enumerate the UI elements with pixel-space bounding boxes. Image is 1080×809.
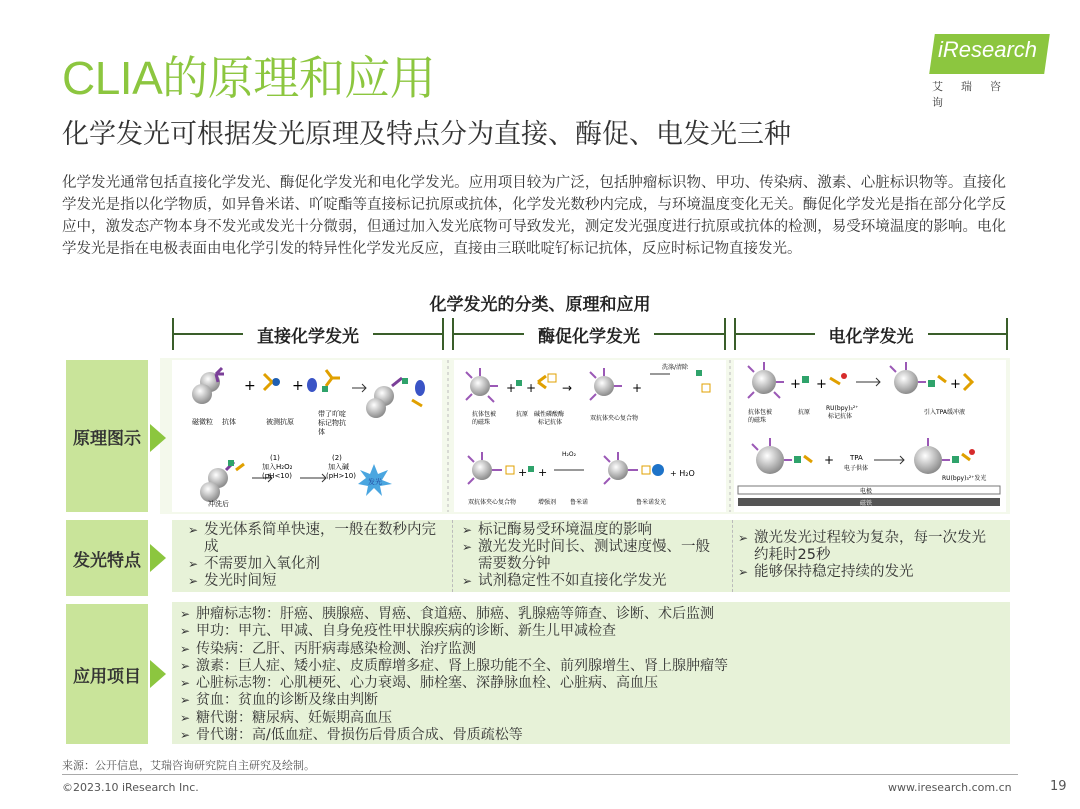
page-title: CLIA的原理和应用 bbox=[62, 52, 436, 104]
logo-brand: iResearch bbox=[938, 37, 1038, 62]
features-electro bbox=[738, 530, 1000, 581]
feature-item: ➢ 激光发光过程较为复杂，每一次发光约耗时25秒 bbox=[738, 530, 1000, 564]
row-label-features: 发光特点 bbox=[66, 520, 148, 596]
column-label-enzyme: 酶促化学发光 bbox=[538, 326, 640, 347]
application-item: ➢ 糖代谢：糖尿病、妊娠期高血压 bbox=[180, 710, 728, 727]
feature-item: ➢ 激光发光时间长、测试速度慢、一般需要数分钟 bbox=[462, 539, 720, 573]
copyright: ©2023.10 iResearch Inc. bbox=[62, 781, 199, 794]
svg-text:引入TPA缓冲液: 引入TPA缓冲液 bbox=[924, 409, 966, 416]
row-label-applications: 应用项目 bbox=[66, 604, 148, 744]
svg-text:RU(bpy)₃²⁺: RU(bpy)₃²⁺ bbox=[826, 405, 859, 412]
page-subtitle: 化学发光可根据发光原理及特点分为直接、酶促、电发光三种 bbox=[62, 119, 791, 150]
label-target-antigen: 被测抗原 bbox=[266, 418, 294, 426]
svg-text:体: 体 bbox=[318, 428, 325, 436]
svg-text:RU(bpy)₃²⁺发光: RU(bpy)₃²⁺发光 bbox=[942, 475, 987, 482]
svg-text:碱性磷酸酶: 碱性磷酸酶 bbox=[534, 411, 565, 418]
column-header-enzyme bbox=[452, 318, 726, 350]
feature-item: ➢ 能够保持稳定持续的发光 bbox=[738, 564, 1000, 581]
application-item: ➢ 贫血：贫血的诊断及缘由判断 bbox=[180, 692, 728, 709]
svg-text:标记抗体: 标记抗体 bbox=[828, 413, 853, 420]
page-number: 19 bbox=[1050, 779, 1067, 794]
column-header-direct bbox=[172, 318, 444, 350]
svg-text:+: + bbox=[538, 466, 548, 479]
row-arrow-applications bbox=[150, 660, 166, 688]
svg-text:洗涤/清除: 洗涤/清除 bbox=[662, 364, 689, 371]
svg-text:(pH>10): (pH>10) bbox=[326, 472, 356, 480]
label-antibody: 抗体 bbox=[222, 418, 236, 426]
svg-text:增强剂: 增强剂 bbox=[538, 499, 557, 506]
applications-list bbox=[180, 606, 728, 744]
application-item: ➢ 肿瘤标志物：肝癌、胰腺癌、胃癌、食道癌、肺癌、乳腺癌等筛查、诊断、术后监测 bbox=[180, 606, 728, 623]
svg-text:电极: 电极 bbox=[860, 488, 873, 495]
svg-text:+: + bbox=[506, 381, 517, 395]
separator bbox=[732, 520, 733, 592]
row-label-principle: 原理图示 bbox=[66, 360, 148, 512]
svg-text:的磁珠: 的磁珠 bbox=[472, 419, 491, 426]
svg-text:H₂O₂: H₂O₂ bbox=[562, 451, 577, 458]
label-magnetic-bead: 磁微粒 bbox=[192, 418, 213, 426]
column-header-electro bbox=[734, 318, 1008, 350]
label-glow: 发光 bbox=[368, 478, 382, 486]
svg-text:+: + bbox=[790, 377, 801, 392]
application-item: ➢ 骨代谢：高/低血症、骨损伤后骨质合成、骨质疏松等 bbox=[180, 727, 728, 744]
column-label-direct: 直接化学发光 bbox=[257, 326, 359, 347]
feature-item: ➢ 发光时间短 bbox=[188, 573, 440, 590]
application-item: ➢ 心脏标志物：心肌梗死、心力衰竭、肺栓塞、深静脉血栓、心脏病、高血压 bbox=[180, 675, 728, 692]
svg-text:加入H₂O₂: 加入H₂O₂ bbox=[262, 463, 293, 471]
column-label-electro: 电化学发光 bbox=[828, 326, 914, 347]
svg-text:鲁米诺发光: 鲁米诺发光 bbox=[636, 499, 667, 506]
row-arrow-features bbox=[150, 544, 166, 572]
svg-text:TPA: TPA bbox=[850, 454, 863, 462]
application-item: ➢ 传染病：乙肝、丙肝病毒感染检测、治疗监测 bbox=[180, 641, 728, 658]
svg-text:→: → bbox=[562, 381, 573, 395]
svg-text:+: + bbox=[292, 378, 304, 394]
website-link[interactable]: www.iresearch.com.cn bbox=[888, 781, 1012, 794]
svg-text:+: + bbox=[816, 377, 827, 392]
svg-text:双抗体夹心复合物: 双抗体夹心复合物 bbox=[468, 499, 517, 506]
svg-text:带了吖啶: 带了吖啶 bbox=[318, 410, 346, 418]
source-note: 来源：公开信息，艾瑞咨询研究院自主研究及绘制。 bbox=[62, 759, 315, 772]
svg-text:双抗体夹心复合物: 双抗体夹心复合物 bbox=[590, 415, 639, 422]
svg-text:抗原: 抗原 bbox=[798, 409, 811, 416]
application-item: ➢ 激素：巨人症、矮小症、皮质醇增多症、肾上腺功能不全、前列腺增生、肾上腺肿瘤等 bbox=[180, 658, 728, 675]
row-arrow-principle bbox=[150, 424, 166, 452]
feature-item: ➢ 标记酶易受环境温度的影响 bbox=[462, 522, 720, 539]
svg-text:磁铁: 磁铁 bbox=[860, 500, 873, 507]
svg-text:电子供体: 电子供体 bbox=[844, 465, 869, 472]
svg-text:标记抗体: 标记抗体 bbox=[538, 419, 563, 426]
feature-item: ➢ 试剂稳定性不如直接化学发光 bbox=[462, 573, 720, 590]
logo-chinese: 艾瑞咨询 bbox=[932, 80, 1019, 109]
separator bbox=[452, 520, 453, 592]
svg-text:抗体包被: 抗体包被 bbox=[748, 409, 773, 416]
footer-divider bbox=[62, 774, 1018, 775]
svg-text:抗原: 抗原 bbox=[516, 411, 529, 418]
features-direct bbox=[188, 522, 440, 590]
svg-text:抗体包被: 抗体包被 bbox=[472, 411, 497, 418]
svg-text:+: + bbox=[518, 466, 528, 479]
svg-text:标记物抗: 标记物抗 bbox=[318, 419, 346, 427]
svg-text:+: + bbox=[824, 453, 835, 467]
iresearch-logo bbox=[932, 34, 1042, 109]
svg-text:+: + bbox=[244, 378, 256, 394]
svg-text:的磁珠: 的磁珠 bbox=[748, 417, 767, 424]
principle-diagrams bbox=[172, 360, 1008, 512]
svg-text:(1): (1) bbox=[270, 454, 280, 462]
svg-text:鲁米诺: 鲁米诺 bbox=[570, 499, 589, 506]
svg-text:+ H₂O: + H₂O bbox=[670, 469, 695, 478]
feature-item: ➢ 不需要加入氧化剂 bbox=[188, 556, 440, 573]
features-enzyme bbox=[462, 522, 720, 590]
svg-text:+: + bbox=[632, 381, 643, 395]
svg-text:加入碱: 加入碱 bbox=[328, 463, 349, 471]
svg-text:(2): (2) bbox=[332, 454, 342, 462]
application-item: ➢ 甲功：甲亢、甲减、自身免疫性甲状腺疾病的诊断、新生儿甲减检查 bbox=[180, 623, 728, 640]
svg-text:+: + bbox=[526, 381, 537, 395]
svg-text:冲洗后: 冲洗后 bbox=[208, 500, 229, 508]
svg-text:+: + bbox=[950, 377, 961, 392]
svg-text:(pH<10): (pH<10) bbox=[262, 472, 292, 480]
figure-title: 化学发光的分类、原理和应用 bbox=[429, 295, 651, 315]
feature-item: ➢ 发光体系简单快速，一般在数秒内完成 bbox=[188, 522, 440, 556]
intro-paragraph: 化学发光通常包括直接化学发光、酶促化学发光和电化学发光。应用项目较为广泛，包括肿瘤标识物、甲功、传染病、激素、心脏标识物等。直接化学发光是指以化学物质，如异鲁米诺、吖啶酯等直接标记抗原或抗体，化学发光数秒内完成，与环境温度变化无关。酶促化学发光是指在部分化学反应中，激发态产物本身不发光或发光十分微弱，但通过加入发光底物可导致发光，测定发光强度进行抗原或抗体的检测，易受环境温度的影响。电化学发光是指在电极表面由电化学引发的特异性化学发光反应，直接由三联吡啶钌标记抗体，反应时标记物直接发光。 bbox=[62, 175, 1006, 257]
